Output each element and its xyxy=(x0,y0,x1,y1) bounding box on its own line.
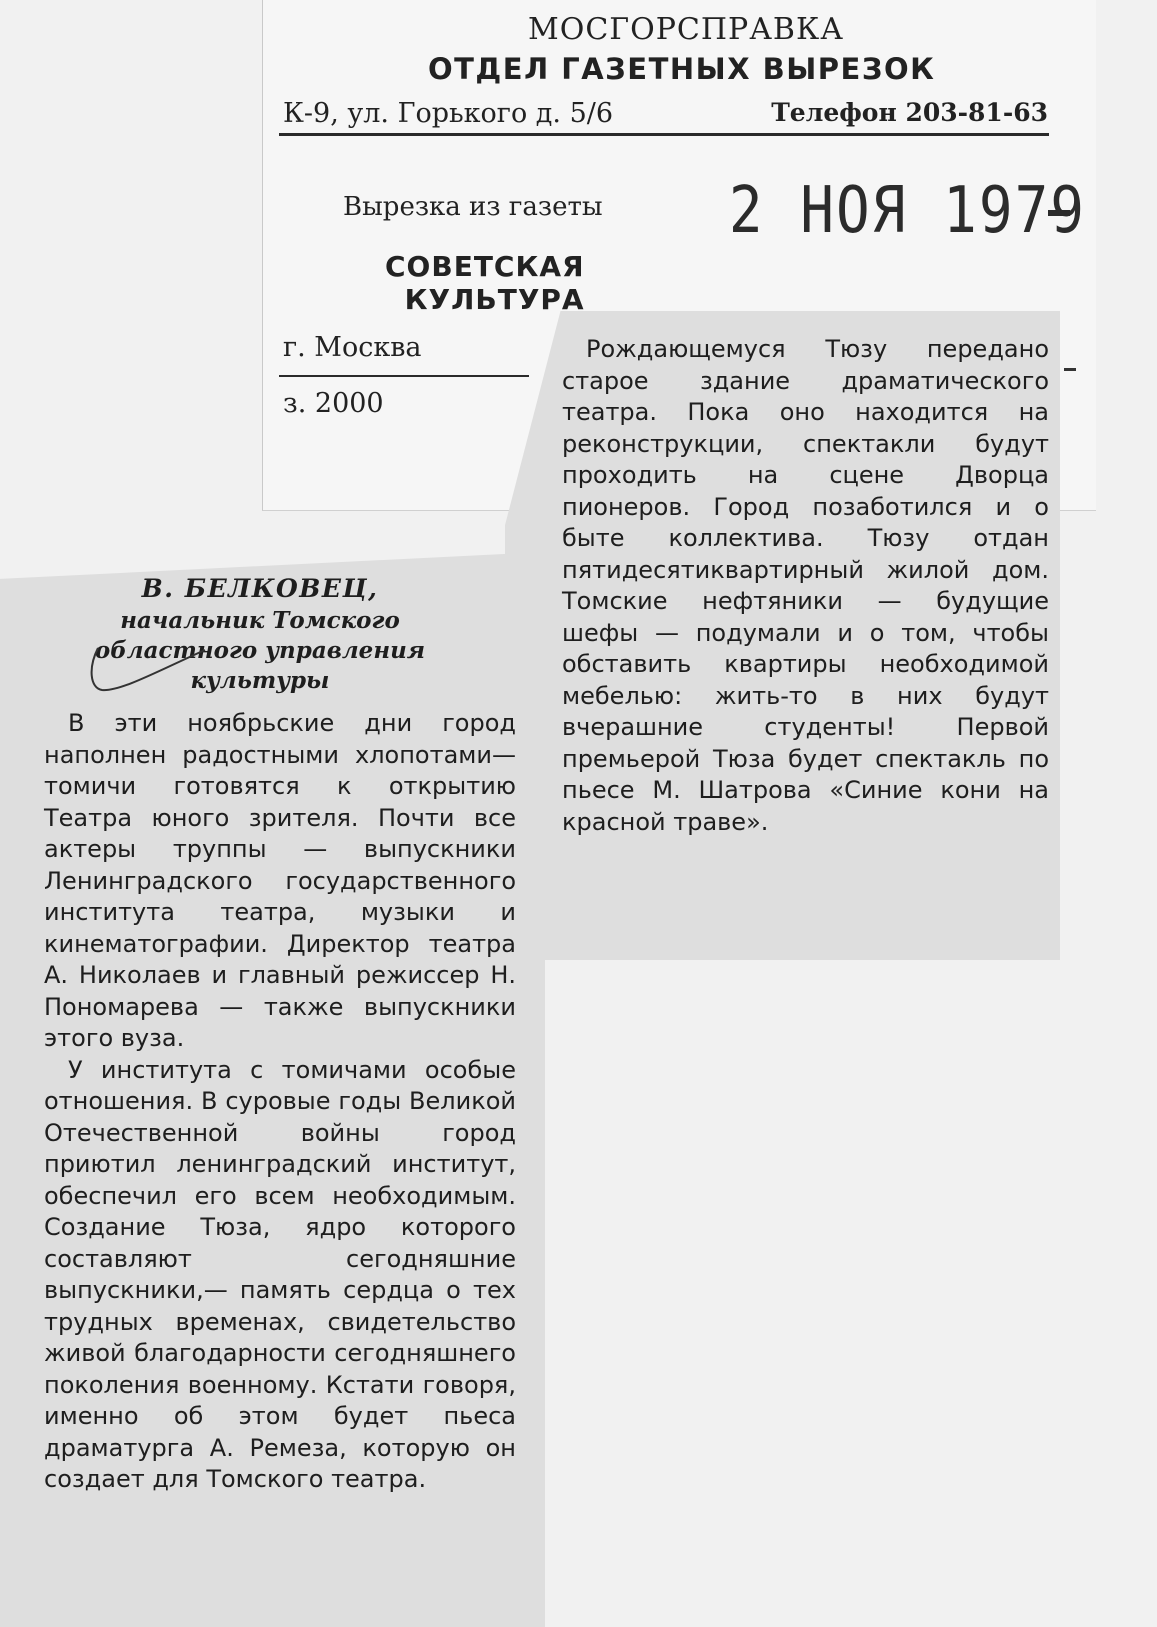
author-position-line2: областного управления xyxy=(94,637,426,664)
margin-dash-mark xyxy=(1064,368,1076,371)
author-position-line3: культуры xyxy=(190,667,330,694)
clipping-label: Вырезка из газеты xyxy=(343,192,603,222)
city-divider xyxy=(279,375,529,377)
newspaper-name-line1: СОВЕТСКАЯ xyxy=(385,250,585,283)
date-stamp: 2 НОЯ 1979 xyxy=(728,173,1086,248)
handwritten-check-mark-icon xyxy=(80,640,210,700)
agency-address: К-9, ул. Горького д. 5/6 xyxy=(283,98,614,129)
article-paragraph-2: У института с томичами особые отношения. В суровые годы Великой Отечественной войны город приютил ленинградский институт, обеспечил его всем необходимым. Создание Тюза, ядро которого составляют сегодняшние выпускники,— память сердца о тех трудных временах, свидетельство живой благодарности сегодняшнего поколения военному. Кстати говоря, именно об этом будет пьеса драматурга А. Ремеза, которую он создает для Томского театра. xyxy=(44,1055,516,1493)
newspaper-name-line2: КУЛЬТУРА xyxy=(404,283,585,316)
article-left-column xyxy=(44,708,516,1496)
agency-name: МОСГОРСПРАВКА xyxy=(528,12,844,47)
header-divider xyxy=(279,133,1049,136)
order-number: з. 2000 xyxy=(283,388,384,419)
article-paragraph-3: Рождающемуся Тюзу передано старое здание драматического театра. Пока оно находится на реконструкции, спектакли будут проходить на сцене Дворца пионеров. Город позаботился и о быте коллектива. Тюзу отдан пятидесятиквартирный жилой дом. Томские нефтяники — будущие шефы — подумали и о том, чтобы обставить квартиры необходимой мебелью: жить-то в них будут вчерашние студенты! Первой премьерой Тюза будет спектакль по пьесе М. Шатрова «Синие кони на красной траве». xyxy=(562,335,1049,836)
author-position-line1: начальник Томского xyxy=(120,607,400,634)
article-paragraph-1: В эти ноябрьские дни город наполнен радостными хлопотами—томичи готовятся к открытию Театра юного зрителя. Почти все актеры труппы — выпускники Ленинградского государственного института театра, музыки и кинематографии. Директор театра А. Николаев и главный режиссер Н. Пономарева — также выпускники этого вуза. xyxy=(44,709,516,1052)
author-name: В. БЕЛКОВЕЦ, xyxy=(141,574,379,603)
agency-phone: Телефон 203-81-63 xyxy=(771,98,1048,127)
newspaper-name xyxy=(385,250,585,316)
newspaper-city: г. Москва xyxy=(283,332,422,363)
department-name: ОТДЕЛ ГАЗЕТНЫХ ВЫРЕЗОК xyxy=(428,52,936,86)
article-right-column xyxy=(562,334,1049,838)
